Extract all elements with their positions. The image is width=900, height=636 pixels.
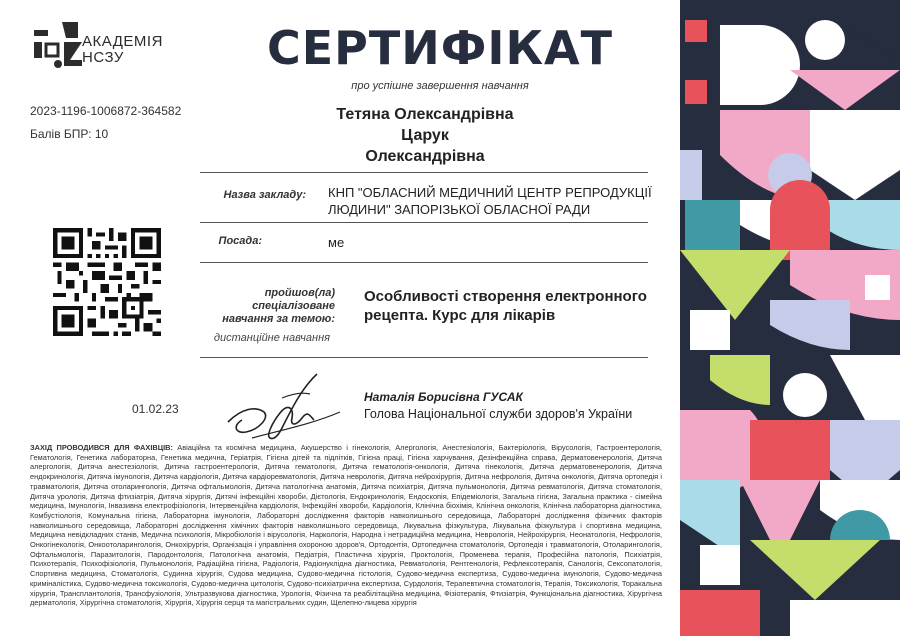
specialties-list: [30, 443, 662, 608]
recipient-name-line-1: Тетяна Олександрівна: [336, 106, 514, 123]
institution-label: Назва закладу:: [223, 189, 306, 201]
training-mode: дистанційне навчання: [213, 332, 330, 344]
position-value: ме: [328, 235, 345, 250]
divider: [200, 262, 648, 263]
recipient-name: [300, 104, 550, 167]
signer-name: Наталія Борисівна ГУСАК: [364, 390, 523, 404]
decorative-pattern: [680, 0, 900, 636]
qr-code: [53, 228, 161, 336]
signature: [222, 368, 344, 446]
course-topic: Особливості створення електронного рецепта. Курс для лікарів: [364, 288, 647, 324]
topic-label: пройшов(ла) спеціалізоване навчання за темою:: [222, 287, 335, 325]
signer-role: Голова Національної служби здоров'я України: [364, 407, 633, 421]
cpd-points: Балів БПР: 10: [30, 127, 109, 141]
certificate-id: 2023-1196-1006872-364582: [30, 104, 182, 118]
recipient-name-line-2: Царук: [401, 127, 449, 144]
certificate-subtitle: про успішне завершення навчання: [351, 80, 529, 92]
divider: [200, 222, 648, 223]
recipient-name-line-3: Олександрівна: [365, 148, 485, 165]
issue-date: 01.02.23: [132, 402, 179, 416]
divider: [200, 357, 648, 358]
logo-text: АКАДЕМІЯ НСЗУ: [82, 33, 163, 66]
position-label: Посада:: [218, 235, 262, 247]
specialties-text: Авіаційна та космічна медицина, Акушерство і гінекологія, Алергологія, Анестезіологія, Бактеріологія, Вірусологія, Гастроентерологія, Гематологія, Генетика лабораторна, Генетика медична, Геріатрія, Гігієна дітей та підлітків, Гігієна праці, Гігієна харчування, Дезінфекційна справа, Дерматовенерологія, Дитяча алергологія, Дитяча анестезіологія, Дитяча гастроентерологія, Дитяча гематологія, Дитяча гематологія-онкологія, Дитяча гінекологія, Дитяча дерматовенерологія, Дитяча ендокринологія, Дитяча імунологія, Дитяча кардіологія, Дитяча кардіоревматологія, Дитяча неврологія, Дитяча нейрохірургія, Дитяча нефрологія, Дитяча онкологія, Дитяча ортопедія і травматологія, Дитяча отоларингологія, Дитяча офтальмологія, Дитяча патологічна анатомія, Дитяча психіатрія, Дитяча пульмонологія, Дитяча ревматологія, Дитяча стоматологія, Дитяча урологія, Дитяча фтизіатрія, Дитяча хірургія, Дитячі інфекційні хвороби, Дієтологія, Ендокринологія, Ендоскопія, Епідеміологія, Загальна гігієна, Загальна практика - сімейна медицина, Імунологія, Інвазивна електрофізіологія, Інтервенційна кардіологія, Інфекційні хвороби, Кардіологія, Клінічна біохімія, Клінічна онкологія, Клінічна лабораторна діагностика, Комбустіологія, Комунальна гігієна, Лабораторна імунологія, Лабораторні дослідження факторів навколишнього середовища, Лабораторні дослідження фізичних факторів навколишнього середовища, Лабораторні дослідження хімічних факторів навколишнього середовища, Лікувальна фізкультура, Лікувальна фізкультура і спортивна медицина, Медицина невідкладних станів, Медична психологія, Мікробіологія і вірусологія, Наркологія, Народна і нетрадиційна медицина, Неврологія, Нейрохірургія, Неонатологія, Нефрологія, Онкогінекологія, Онкоотоларингологія, Онкохірургія, Організація і управління охороною здоров'я, Ортодонтія, Ортопедична стоматологія, Ортопедія і травматологія, Отоларингологія, Офтальмологія, Паразитологія, Пародонтологія, Патологічна анатомія, Педіатрія, Пластична хірургія, Проктологія, Променева терапія, Професійна патологія, Психіатрія, Психотерапія, Психофізіологія, Пульмонологія, Радіаційна гігієна, Радіологія, Радіонуклідна діагностика, Ревматологія, Рентгенологія, Рефлексотерапія, Санологія, Сексопатологія, Спортивна медицина, Стоматологія, Судинна хірургія, Судова медицина, Судово-медична гістологія, Судово-медична експертиза, Судово-медична імунологія, Судово-медична криміналістика, Судово-медична токсикологія, Судово-медична цитологія, Судово-психіатрична експертиза, Сурдологія, Терапевтична стоматологія, Терапія, Токсикологія, Торакальна хірургія, Трансплантологія, Трансфузіологія, Ультразвукова діагностика, Урологія, Фізична та реабілітаційна медицина, Фізіотерапія, Фтизіатрія, Функціональна діагностика, Хірургічна дерматологія, Хірургічна стоматологія, Хірургія, Хірургія серця та магістральних судин, Щелепно-лицева хірургія: [30, 443, 662, 608]
divider: [200, 172, 648, 173]
institution-value: КНП "ОБЛАСНИЙ МЕДИЧНИЙ ЦЕНТР РЕПРОДУКЦІЇ ЛЮДИНИ" ЗАПОРІЗЬКОЇ ОБЛАСНОЇ РАДИ: [328, 185, 652, 217]
certificate-title: СЕРТИФІКАТ: [266, 21, 614, 75]
specialties-label: ЗАХІД ПРОВОДИВСЯ ДЛЯ ФАХІВЦІВ:: [30, 443, 173, 452]
